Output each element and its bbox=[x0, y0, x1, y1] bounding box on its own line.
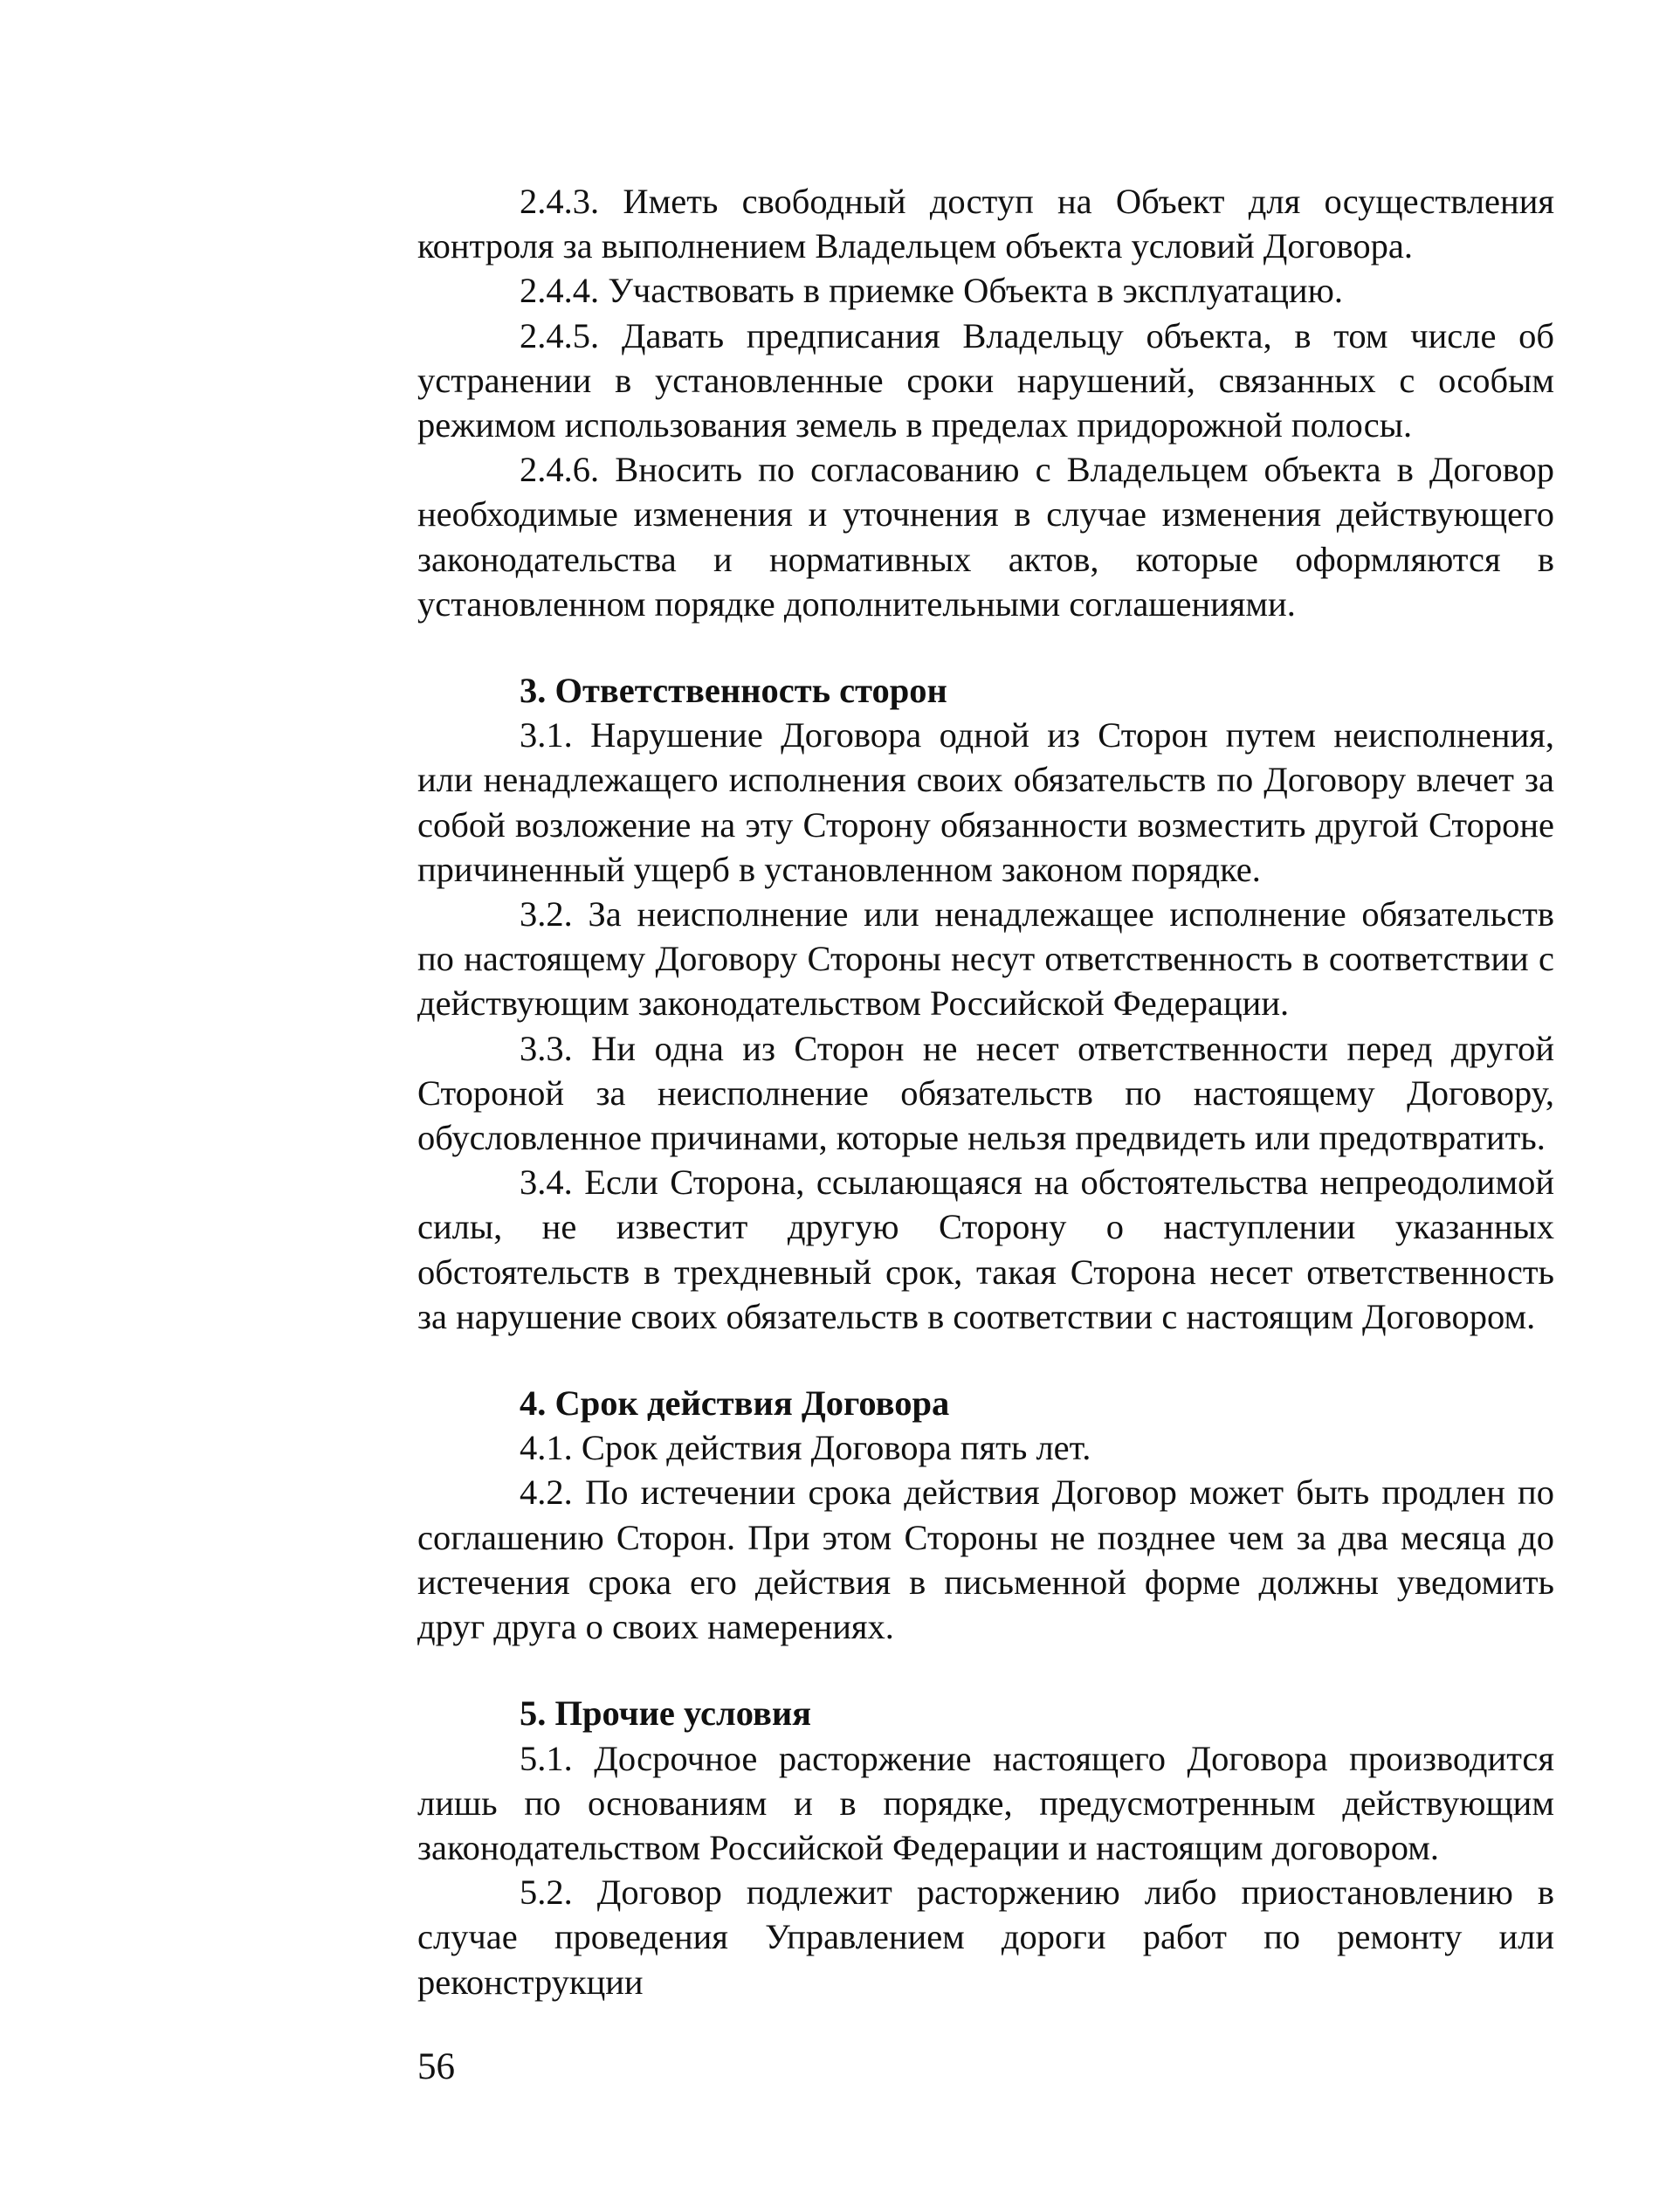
paragraph-2-4-5: 2.4.5. Давать предписания Владельцу объекта, в том числе об устранении в установленные сроки нарушений, связанных с особым режимом использования земель в пределах придорожной полосы. bbox=[417, 315, 1554, 445]
paragraph-5-1: 5.1. Досрочное расторжение настоящего Договора производится лишь по основаниям и в порядке, предусмотренным действующим законодательством Российской Федерации и настоящим договором. bbox=[417, 1738, 1554, 1867]
paragraph-2-4-4: 2.4.4. Участвовать в приемке Объекта в эксплуатацию. bbox=[520, 271, 1343, 311]
section-heading-4: 4. Срок действия Договора bbox=[520, 1383, 950, 1424]
page-body bbox=[417, 179, 1554, 2004]
paragraph-2-4-6: 2.4.6. Вносить по согласованию с Владельцем объекта в Договор необходимые изменения и уточнения в случае изменения действующего законодательства и нормативных актов, которые оформляются в установленном порядке дополнительными соглашениями. bbox=[417, 450, 1554, 624]
paragraph-3-1: 3.1. Нарушение Договора одной из Сторон путем неисполнения, или ненадлежащего исполнения своих обязательств по Договору влечет за собой возложение на эту Сторону обязанности возместить другой Стороне причиненный ущерб в установленном законом порядке. bbox=[417, 715, 1554, 889]
section-heading-3: 3. Ответственность сторон bbox=[520, 671, 947, 711]
paragraph-3-4: 3.4. Если Сторона, ссылающаяся на обстоятельства непреодолимой силы, не известит другую Сторону о наступлении указанных обстоятельств в трехдневный срок, такая Сторона несет ответственность за нарушение своих обязательств в соответствии с настоящим Договором. bbox=[417, 1162, 1554, 1336]
paragraph-4-2: 4.2. По истечении срока действия Договор может быть продлен по соглашению Сторон. При этом Стороны не позднее чем за два месяца до истечения срока его действия в письменной форме должны уведомить друг друга о своих намерениях. bbox=[417, 1472, 1554, 1647]
paragraph-3-2: 3.2. За неисполнение или ненадлежащее исполнение обязательств по настоящему Договору Стороны несут ответственность в соответствии с действующим законодательством Российской Федерации. bbox=[417, 894, 1554, 1024]
section-heading-5: 5. Прочие условия bbox=[520, 1693, 812, 1734]
paragraph-5-2: 5.2. Договор подлежит расторжению либо приостановлению в случае проведения Управлением дороги работ по ремонту или реконструкции bbox=[417, 1872, 1554, 2002]
paragraph-4-1: 4.1. Срок действия Договора пять лет. bbox=[520, 1428, 1091, 1468]
paragraph-3-3: 3.3. Ни одна из Сторон не несет ответственности перед другой Стороной за неисполнение обязательств по настоящему Договору, обусловленное причинами, которые нельзя предвидеть или предотвратить. bbox=[417, 1028, 1554, 1158]
page-number: 56 bbox=[417, 2046, 455, 2087]
paragraph-2-4-3: 2.4.3. Иметь свободный доступ на Объект для осуществления контроля за выполнением Владельцем объекта условий Договора. bbox=[417, 182, 1554, 266]
